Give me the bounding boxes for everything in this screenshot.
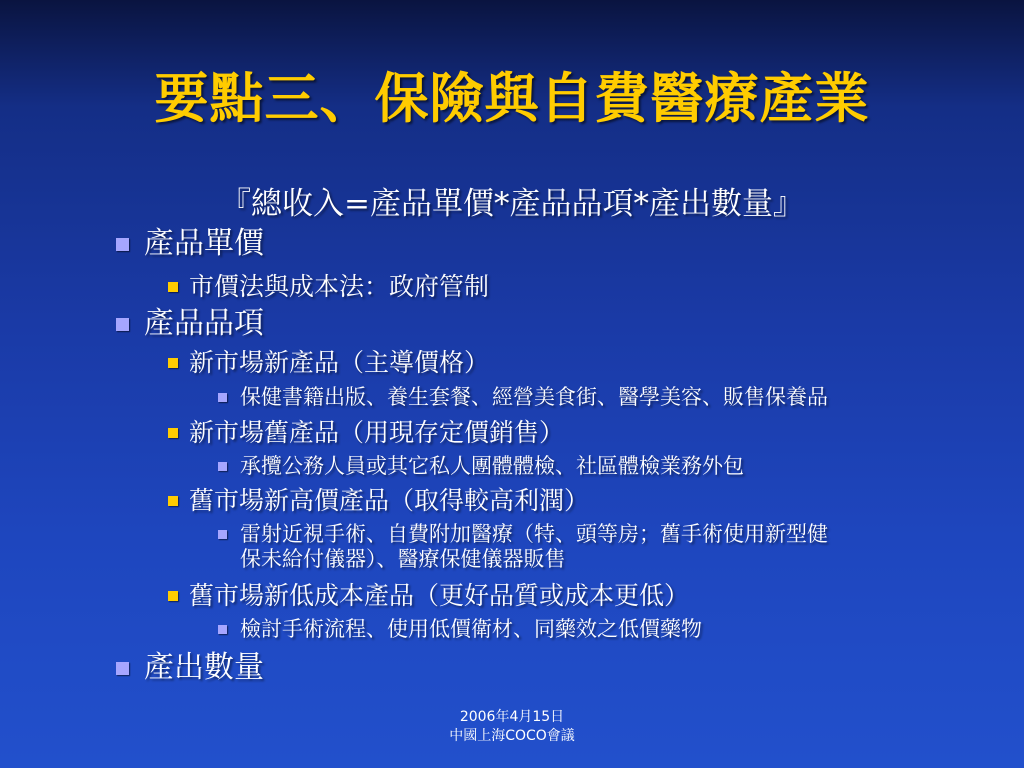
- detail-old-market-high-price-continued: 保未給付儀器）、醫療保健儀器販售: [240, 547, 566, 571]
- footer-date: 2006年4月15日: [459, 709, 565, 725]
- level1-bullet-icon: [116, 662, 129, 675]
- sub-bullet-pricing-method: 市價法與成本法：政府管制: [189, 272, 490, 301]
- level3-bullet-icon: [218, 462, 227, 471]
- sub-bullet-old-market-low-cost: 舊市場新低成本產品（更好品質或成本更低）: [189, 581, 690, 610]
- detail-old-market-high-price: 雷射近視手術、自費附加醫療（特、頭等房；舊手術使用新型健: [240, 522, 828, 546]
- level2-bullet-icon: [168, 496, 178, 506]
- detail-new-market-new-product: 保健書籍出版、養生套餐、經營美食街、醫學美容、販售保養品: [240, 385, 828, 409]
- level1-bullet-icon: [116, 318, 129, 331]
- sub-bullet-new-market-new-product: 新市場新產品（主導價格）: [189, 348, 490, 377]
- level2-bullet-icon: [168, 428, 178, 438]
- bullet-output-quantity: 產出數量: [144, 650, 264, 685]
- slide-title: 要點三、保險與自費醫療產業: [154, 66, 870, 130]
- detail-old-market-low-cost: 檢討手術流程、使用低價衛材、同藥效之低價藥物: [240, 617, 702, 641]
- level3-bullet-icon: [218, 625, 227, 634]
- level2-bullet-icon: [168, 358, 178, 368]
- detail-new-market-old-product: 承攬公務人員或其它私人團體體檢、社區體檢業務外包: [240, 454, 744, 478]
- level3-bullet-icon: [218, 530, 227, 539]
- level3-bullet-icon: [218, 393, 227, 402]
- sub-bullet-old-market-high-price: 舊市場新高價產品（取得較高利潤）: [189, 486, 590, 515]
- footer-event: 中國上海COCO會議: [449, 728, 575, 744]
- footer: [412, 708, 612, 746]
- bullet-product-items: 產品品項: [144, 306, 264, 341]
- level2-bullet-icon: [168, 282, 178, 292]
- level2-bullet-icon: [168, 591, 178, 601]
- level1-bullet-icon: [116, 238, 129, 251]
- sub-bullet-new-market-old-product: 新市場舊產品（用現存定價銷售）: [189, 418, 565, 447]
- bullet-unit-price: 產品單價: [144, 226, 264, 261]
- revenue-formula: 『總收入=產品單價*產品品項*產出數量』: [220, 186, 804, 222]
